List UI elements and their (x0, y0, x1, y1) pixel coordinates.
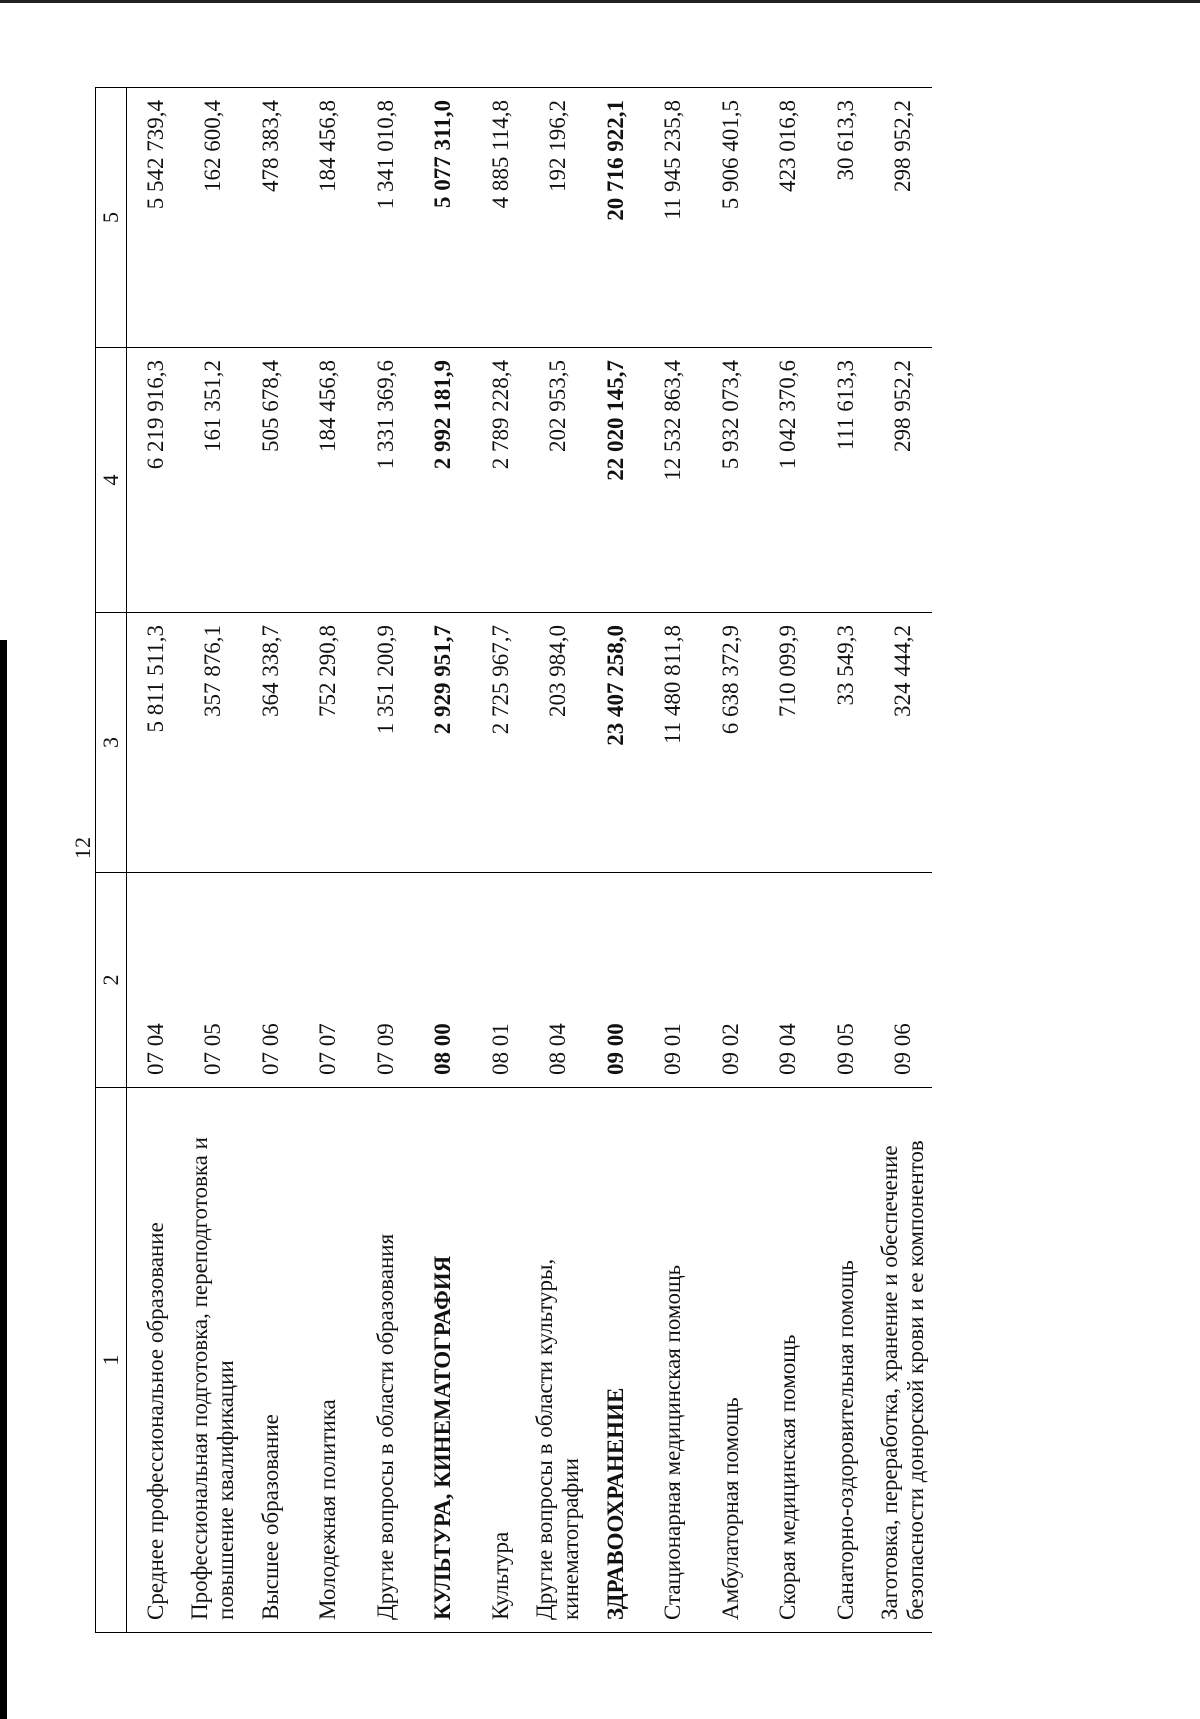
row-name: Среднее профессиональное образование (127, 1088, 185, 1633)
row-value-col5: 5 077 311,0 (415, 88, 473, 348)
row-name: Другие вопросы в области образования (357, 1088, 415, 1633)
table-row (875, 88, 933, 1633)
row-value-col4: 1 042 370,6 (760, 348, 818, 613)
table-row (587, 88, 645, 1633)
row-value-col3: 33 549,3 (817, 613, 875, 873)
row-value-col4: 1 331 369,6 (357, 348, 415, 613)
header-col-1: 1 (96, 1088, 127, 1633)
table-row (472, 88, 530, 1633)
row-value-col3: 1 351 200,9 (357, 613, 415, 873)
row-value-col5: 5 906 401,5 (702, 88, 760, 348)
table-row (300, 88, 358, 1633)
row-value-col3: 11 480 811,8 (645, 613, 703, 873)
row-value-col4: 6 219 916,3 (127, 348, 185, 613)
header-col-2: 2 (96, 873, 127, 1088)
table-row (357, 88, 415, 1633)
row-name: Профессиональная подготовка, переподготовка и повышение квалификации (185, 1088, 243, 1633)
row-value-col4: 12 532 863,4 (645, 348, 703, 613)
table-row (530, 88, 588, 1633)
row-value-col3: 364 338,7 (242, 613, 300, 873)
row-name: КУЛЬТУРА, КИНЕМАТОГРАФИЯ (415, 1088, 473, 1633)
row-value-col5: 4 885 114,8 (472, 88, 530, 348)
row-code: 09 01 (645, 873, 703, 1088)
table-row (415, 88, 473, 1633)
table-row (817, 88, 875, 1633)
row-value-col3: 324 444,2 (875, 613, 933, 873)
row-value-col5: 478 383,4 (242, 88, 300, 348)
row-value-col5: 1 341 010,8 (357, 88, 415, 348)
row-value-col3: 203 984,0 (530, 613, 588, 873)
row-code: 07 04 (127, 873, 185, 1088)
row-code: 09 04 (760, 873, 818, 1088)
row-code: 07 06 (242, 873, 300, 1088)
table-row (645, 88, 703, 1633)
row-value-col5: 11 945 235,8 (645, 88, 703, 348)
row-name: Культура (472, 1088, 530, 1633)
row-code: 09 00 (587, 873, 645, 1088)
row-value-col4: 22 020 145,7 (587, 348, 645, 613)
row-name: Заготовка, переработка, хранение и обеспечение безопасности донорской крови и ее компонентов (875, 1088, 933, 1633)
row-value-col4: 202 953,5 (530, 348, 588, 613)
header-row (96, 88, 127, 1633)
row-code: 08 01 (472, 873, 530, 1088)
row-value-col4: 161 351,2 (185, 348, 243, 613)
table-row (242, 88, 300, 1633)
table-row (702, 88, 760, 1633)
row-value-col5: 298 952,2 (875, 88, 933, 348)
row-value-col3: 357 876,1 (185, 613, 243, 873)
row-value-col3: 23 407 258,0 (587, 613, 645, 873)
row-value-col5: 184 456,8 (300, 88, 358, 348)
row-value-col3: 752 290,8 (300, 613, 358, 873)
row-value-col3: 2 929 951,7 (415, 613, 473, 873)
header-col-4: 4 (96, 348, 127, 613)
row-code: 09 05 (817, 873, 875, 1088)
row-name: Другие вопросы в области культуры, кинематографии (530, 1088, 588, 1633)
table-row (760, 88, 818, 1633)
row-value-col4: 111 613,3 (817, 348, 875, 613)
row-code: 08 04 (530, 873, 588, 1088)
page-number: 12 (70, 837, 95, 859)
row-code: 08 00 (415, 873, 473, 1088)
row-value-col5: 162 600,4 (185, 88, 243, 348)
row-name: Стационарная медицинская помощь (645, 1088, 703, 1633)
row-name: Амбулаторная помощь (702, 1088, 760, 1633)
row-value-col5: 192 196,2 (530, 88, 588, 348)
row-value-col5: 20 716 922,1 (587, 88, 645, 348)
row-value-col4: 2 789 228,4 (472, 348, 530, 613)
row-code: 09 02 (702, 873, 760, 1088)
table-body (127, 88, 933, 1633)
table-row (127, 88, 185, 1633)
row-name: Молодежная политика (300, 1088, 358, 1633)
budget-table (95, 87, 932, 1633)
row-name: Высшее образование (242, 1088, 300, 1633)
header-col-3: 3 (96, 613, 127, 873)
row-value-col4: 505 678,4 (242, 348, 300, 613)
row-value-col3: 2 725 967,7 (472, 613, 530, 873)
table-row (185, 88, 243, 1633)
row-value-col5: 30 613,3 (817, 88, 875, 348)
row-code: 07 07 (300, 873, 358, 1088)
row-code: 07 05 (185, 873, 243, 1088)
row-value-col5: 5 542 739,4 (127, 88, 185, 348)
header-col-5: 5 (96, 88, 127, 348)
row-value-col3: 5 811 511,3 (127, 613, 185, 873)
row-code: 09 06 (875, 873, 933, 1088)
row-code: 07 09 (357, 873, 415, 1088)
row-value-col4: 5 932 073,4 (702, 348, 760, 613)
row-value-col5: 423 016,8 (760, 88, 818, 348)
row-value-col4: 2 992 181,9 (415, 348, 473, 613)
row-value-col3: 710 099,9 (760, 613, 818, 873)
row-name: Санаторно-оздоровительная помощь (817, 1088, 875, 1633)
row-name: ЗДРАВООХРАНЕНИЕ (587, 1088, 645, 1633)
row-value-col3: 6 638 372,9 (702, 613, 760, 873)
row-name: Скорая медицинская помощь (760, 1088, 818, 1633)
row-value-col4: 184 456,8 (300, 348, 358, 613)
row-value-col4: 298 952,2 (875, 348, 933, 613)
